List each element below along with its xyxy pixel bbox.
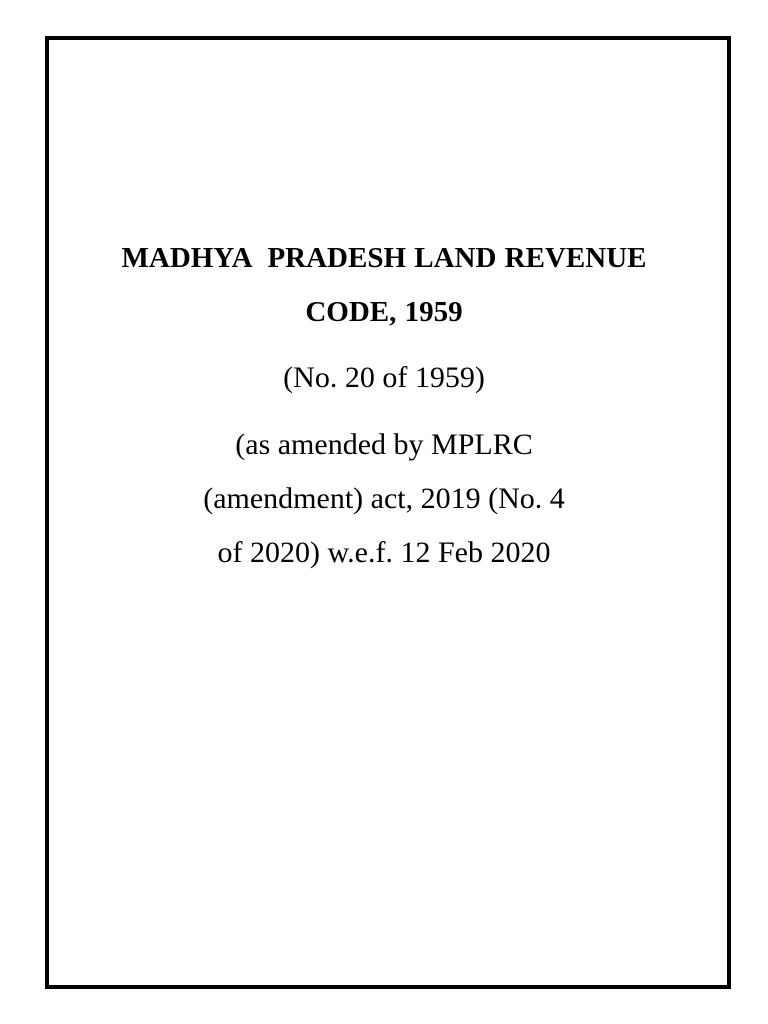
- amendment-line-2: (amendment) act, 2019 (No. 4: [203, 482, 565, 515]
- amendment-line-1: (as amended by MPLRC: [235, 428, 533, 461]
- title-line-1: MADHYA PRADESH LAND REVENUE: [121, 242, 647, 274]
- act-number: (No. 20 of 1959): [283, 361, 485, 394]
- amendment-line-3: of 2020) w.e.f. 12 Feb 2020: [217, 536, 551, 569]
- title-line-2: CODE, 1959: [305, 296, 463, 328]
